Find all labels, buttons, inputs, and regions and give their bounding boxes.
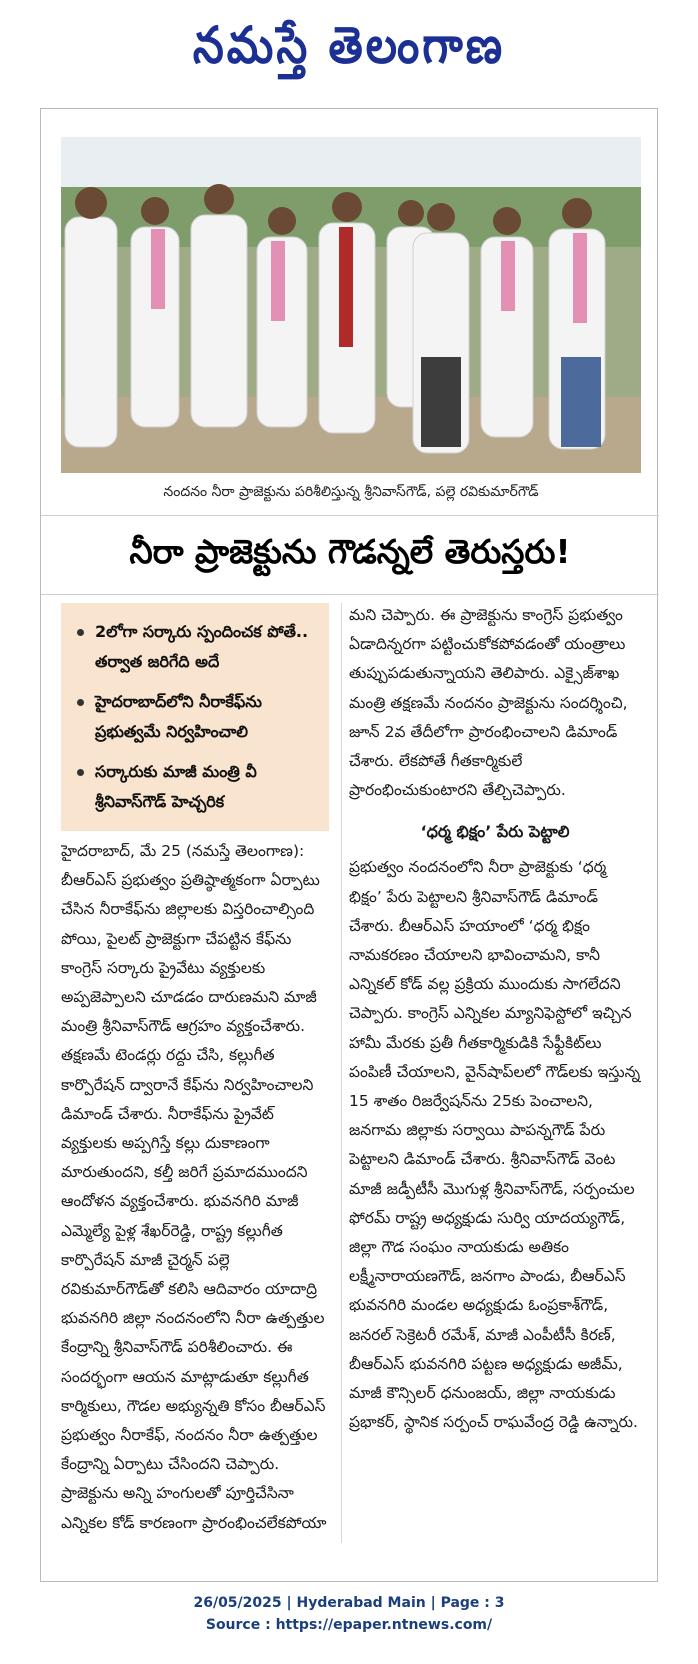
body-paragraph: మని చెప్పారు. ఈ ప్రాజెక్టును కాంగ్రెస్‌ ప్రభుత్వం ఏడాదిన్నరగా పట్టించుకోకపోవడంతో యంత్రాలు తుప్పుపడుతున్నాయని తెలిపారు. ఎక్సైజ్‌శాఖ మంత్రి తక్షణమే నందనం ప్రాజెక్టును సందర్శించి, జూన్‌ 2వ తేదీలోగా ప్రారంభించాలని డిమాండ్‌ చేశారు. లేకపోతే గీతకార్మికులే ప్రారంభించుకుంటారని తేల్చిచెప్పారు. (349, 606, 628, 800)
photo-caption: నందనం నీరా ప్రాజెక్టును పరిశీలిస్తున్న శ్రీనివాస్‌గౌడ్‌, పల్లె రవికుమార్‌గౌడ్‌ (163, 484, 539, 500)
news-photo (61, 137, 641, 473)
masthead (0, 0, 698, 104)
news-clipping (40, 108, 658, 1582)
column-divider (341, 603, 342, 1543)
highlights-box (61, 603, 329, 831)
article-headline: నీరా ప్రాజెక్టును గౌడన్నలే తెరుస్తరు! (41, 515, 659, 595)
body-paragraph: హైదరాబాద్‌, మే 25 (నమస్తే తెలంగాణ): బీఆర్‌ఎస్‌ ప్రభుత్వం ప్రతిష్ఠాత్మకంగా ఏర్పాటు చేసిన నీరాకేఫ్‌ను జిల్లాలకు విస్తరించాల్సింది పోయి, పైలట్‌ ప్రాజెక్టుగా చేపట్టిన కేఫ్‌ను కాంగ్రెస్‌ సర్కారు ప్రైవేటు వ్యక్తులకు అప్పజెప్పాలని చూడడం దారుణమని మాజీ మంత్రి శ్రీనివాస్‌గౌడ్‌ ఆగ్రహం వ్యక్తంచేశారు. తక్షణమే టెండర్లు రద్దు చేసి, కల్లుగీత కార్పొరేషన్‌ ద్వారానే కేఫ్‌ను నిర్వహించాలని డిమాండ్‌ చేశారు. నీరాకేఫ్‌ను ప్రైవేట్‌ వ్యక్తులకు అప్పగిస్తే కల్లు దుకాణంగా మారుతుందని, కల్తీ జరిగే ప్రమాదముందని ఆందోళన వ్యక్తంచేశారు. భువనగిరి మాజీ ఎమ్మెల్యే పైళ్ల శేఖర్‌రెడ్డి, రాష్ట్ర కల్లుగీత కార్పొరేషన్‌ మాజీ చైర్మన్‌ పల్లె రవికుమార్‌గౌడ్‌తో కలిసి ఆదివారం యాదాద్రి భువనగిరి జిల్లా నందనంలోని నీరా ఉత్పత్తుల కేంద్రాన్ని శ్రీనివాస్‌గౌడ్‌ పరిశీలించారు. ఈ సందర్భంగా ఆయన మాట్లాడుతూ కల్లుగీత కార్మికులు, గౌడల అభ్యున్నతి కోసం బీఆర్‌ఎస్‌ ప్రభుత్వం నీరాకేఫ్‌, నందనం నీరా ఉత్పత్తుల కేంద్రాన్ని ఏర్పాటు చేసిందని చెప్పారు. ప్రాజెక్టును అన్ని హంగులతో పూర్తిచేసినా ఎన్నికల కోడ్‌ కారణంగా ప్రారంభించలేకపోయా (61, 842, 327, 1532)
footer-source: Source : https://epaper.ntnews.com/ (205, 1617, 493, 1633)
bullet-icon (77, 629, 84, 636)
highlight-item: హైదరాబాద్‌లోని నీరాకేఫ్‌ను ప్రభుత్వమే నిర్వహించాలి (73, 687, 319, 747)
group-photo-illustration (61, 137, 641, 473)
bullet-icon (77, 769, 84, 776)
highlight-item: సర్కారుకు మాజీ మంత్రి వీ శ్రీనివాస్‌గౌడ్‌ హెచ్చరిక (73, 757, 319, 817)
article-column-right (349, 601, 641, 1561)
article-column-left (61, 837, 333, 1557)
newspaper-logo: నమస్తే తెలంగాణ (192, 16, 506, 75)
highlight-item: 2లోగా సర్కారు స్పందించక పోతే.. తర్వాత జరిగేది అదే (73, 617, 319, 677)
bullet-icon (77, 699, 84, 706)
footer-date-edition: 26/05/2025 | Hyderabad Main | Page : 3 (193, 1595, 505, 1611)
body-paragraph: ప్రభుత్వం నందనంలోని నీరా ప్రాజెక్టుకు ‘ధర్మ భిక్షం’ పేరు పెట్టాలని శ్రీనివాస్‌గౌడ్‌ డిమాండ్‌ చేశారు. బీఆర్‌ఎస్‌ హయాంలో ‘ధర్మ భిక్షం నామకరణం చేయాలని భావించామని, కానీ ఎన్నికల్‌ కోడ్‌ వల్ల ప్రక్రియ ముందుకు సాగలేదని చెప్పారు. కాంగ్రెస్‌ ఎన్నికల మ్యానిఫెస్టోలో ఇచ్చిన హామీ మేరకు ప్రతీ గీతకార్మికుడికి సేఫ్టీకిట్‌లు పంపిణీ చేయాలని, వైన్‌షాప్‌లలో గౌడ్‌లకు ఇస్తున్న 15 శాతం రిజర్వేషన్‌ను 25కు పెంచాలని, జనగామ జిల్లాకు సర్వాయి పాపన్నగౌడ్‌ పేరు పెట్టాలని డిమాండ్‌ చేశారు. శ్రీనివాస్‌గౌడ్‌ వెంట మాజీ జడ్పీటీసీ మొగుళ్ల శ్రీనివాస్‌గౌడ్‌, సర్పంచుల ఫోరమ్‌ రాష్ట్ర అధ్యక్షుడు సుర్వి యాదయ్యగౌడ్‌, జిల్లా గౌడ సంఘం నాయకుడు అతికం లక్ష్మీనారాయణగౌడ్‌, జనగాం పాండు, బీఆర్‌ఎస్‌ భువనగిరి మండల అధ్యక్షుడు ఓంప్రకాశ్‌గౌడ్‌, జనరల్‌ సెక్రెటరీ రమేశ్‌, మాజీ ఎంపీటీసీ కిరణ్‌, బీఆర్‌ఎస్‌ భువనగిరి పట్టణ అధ్యక్షుడు అజీమ్‌, మాజీ కౌన్సిలర్‌ ధనుంజయ్‌, జిల్లా నాయకుడు ప్రభాకర్‌, స్థానిక సర్పంచ్‌ రాఘవేంద్ర రెడ్డి ఉన్నారు. (349, 858, 641, 1432)
footer (0, 1592, 698, 1636)
subheading: ‘ధర్మ భిక్షం’ పేరు పెట్టాలి (420, 822, 570, 842)
